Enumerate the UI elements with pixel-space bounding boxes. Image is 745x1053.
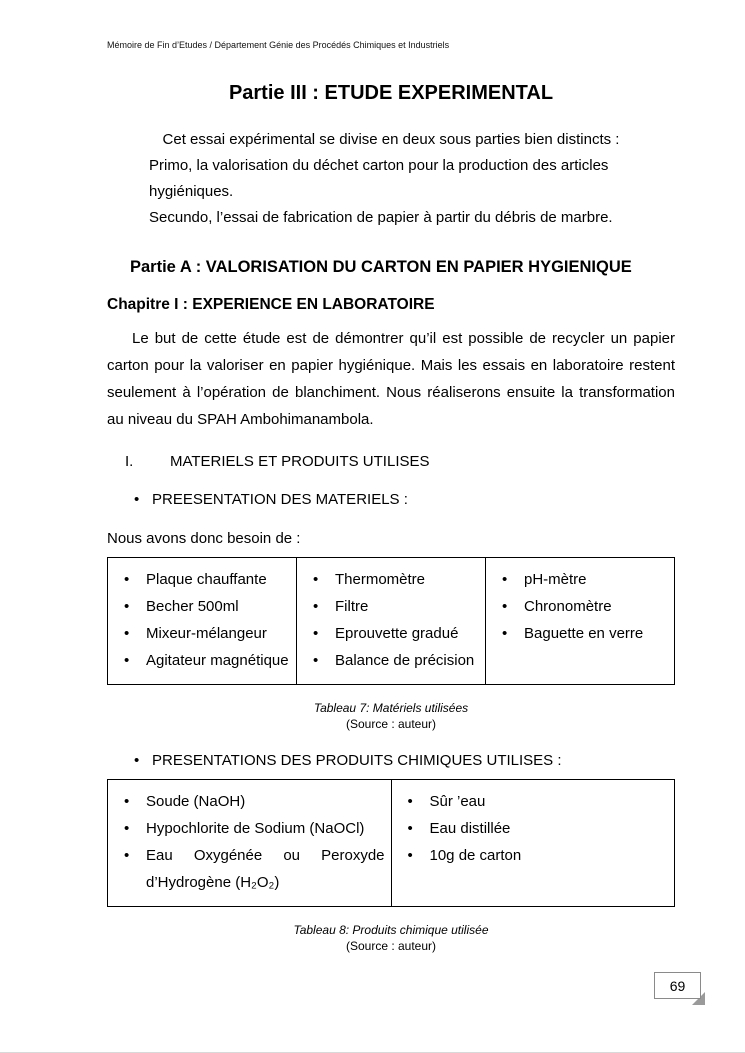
material-item: • Thermomètre	[303, 566, 479, 593]
caption-source: (Source : auteur)	[345, 939, 437, 953]
product-item: • Eau distillée	[398, 815, 669, 842]
section-heading: Partie A : VALORISATION DU CARTON EN PAPIER HYGIENIQUE	[130, 258, 632, 276]
table-lead-text: Nous avons donc besoin de :	[107, 530, 301, 547]
intro-line: Secundo, l’essai de fabrication de papier à partir du débris de marbre.	[149, 209, 613, 226]
materials-column-2	[297, 558, 486, 685]
product-item: • Hypochlorite de Sodium (NaOCl)	[114, 815, 385, 842]
page-number-value: 69	[669, 977, 686, 994]
bullet-icon: •	[134, 491, 140, 508]
products-table	[107, 779, 675, 907]
products-column-1	[108, 780, 392, 907]
material-item: • Mixeur-mélangeur	[114, 620, 290, 647]
caption-title: Tableau 8: Produits chimique utilisée	[293, 923, 489, 937]
materials-column-3	[486, 558, 675, 685]
table-row	[108, 558, 675, 685]
list-number: I.	[125, 453, 134, 470]
body-paragraph: Le but de cette étude est de démontrer qu’il est possible de recycler un papier carton pour la valoriser en papier hygiénique. Mais les essais en laboratoire restent seulement à l’opération de blanchiment. Nous réaliserons ensuite la transformation au niveau du SPAH Ambohimanambola.	[107, 330, 675, 428]
running-header: Mémoire de Fin d’Etudes / Département Génie des Procédés Chimiques et Industriels	[107, 40, 450, 50]
material-item: • Chronomètre	[492, 593, 668, 620]
document-title: Partie III : ETUDE EXPERIMENTAL	[228, 82, 554, 104]
intro-block	[107, 127, 675, 231]
caption-title: Tableau 7: Matériels utilisées	[313, 701, 469, 715]
material-item: • Agitateur magnétique	[114, 647, 290, 674]
bullet-icon: •	[134, 752, 140, 769]
product-item: • 10g de carton	[398, 842, 669, 869]
materials-table	[107, 557, 675, 685]
table-row	[108, 780, 675, 907]
material-item: • Filtre	[303, 593, 479, 620]
material-item: • Becher 500ml	[114, 593, 290, 620]
material-item: • pH-mètre	[492, 566, 668, 593]
material-item: • Eprouvette gradué	[303, 620, 479, 647]
product-item: • Soude (NaOH)	[114, 788, 385, 815]
products-table-caption	[107, 922, 675, 954]
product-item: • Eau Oxygénée ou Peroxyde d’Hydrogène (H₂O₂)	[114, 842, 385, 896]
chapter-heading: Chapitre I : EXPERIENCE EN LABORATOIRE	[107, 296, 435, 313]
bullet-heading-label: PRESENTATIONS DES PRODUITS CHIMIQUES UTILISES :	[152, 752, 562, 769]
intro-line: Cet essai expérimental se divise en deux sous parties bien distincts :	[162, 131, 620, 148]
products-column-2	[391, 780, 675, 907]
page-number	[654, 972, 701, 999]
material-item: • Plaque chauffante	[114, 566, 290, 593]
caption-source: (Source : auteur)	[345, 717, 437, 731]
material-item: • Balance de précision	[303, 647, 479, 674]
materials-column-1	[108, 558, 297, 685]
bullet-heading-products	[107, 752, 675, 769]
list-label: MATERIELS ET PRODUITS UTILISES	[170, 453, 430, 470]
numbered-heading	[107, 453, 675, 470]
material-item: • Baguette en verre	[492, 620, 668, 647]
intro-line: Primo, la valorisation du déchet carton pour la production des articles hygiéniques.	[149, 157, 609, 200]
materials-table-caption	[107, 700, 675, 732]
product-item: • Sûr ’eau	[398, 788, 669, 815]
bullet-heading-materials	[107, 491, 675, 508]
bullet-heading-label: PREESENTATION DES MATERIELS :	[152, 491, 408, 508]
